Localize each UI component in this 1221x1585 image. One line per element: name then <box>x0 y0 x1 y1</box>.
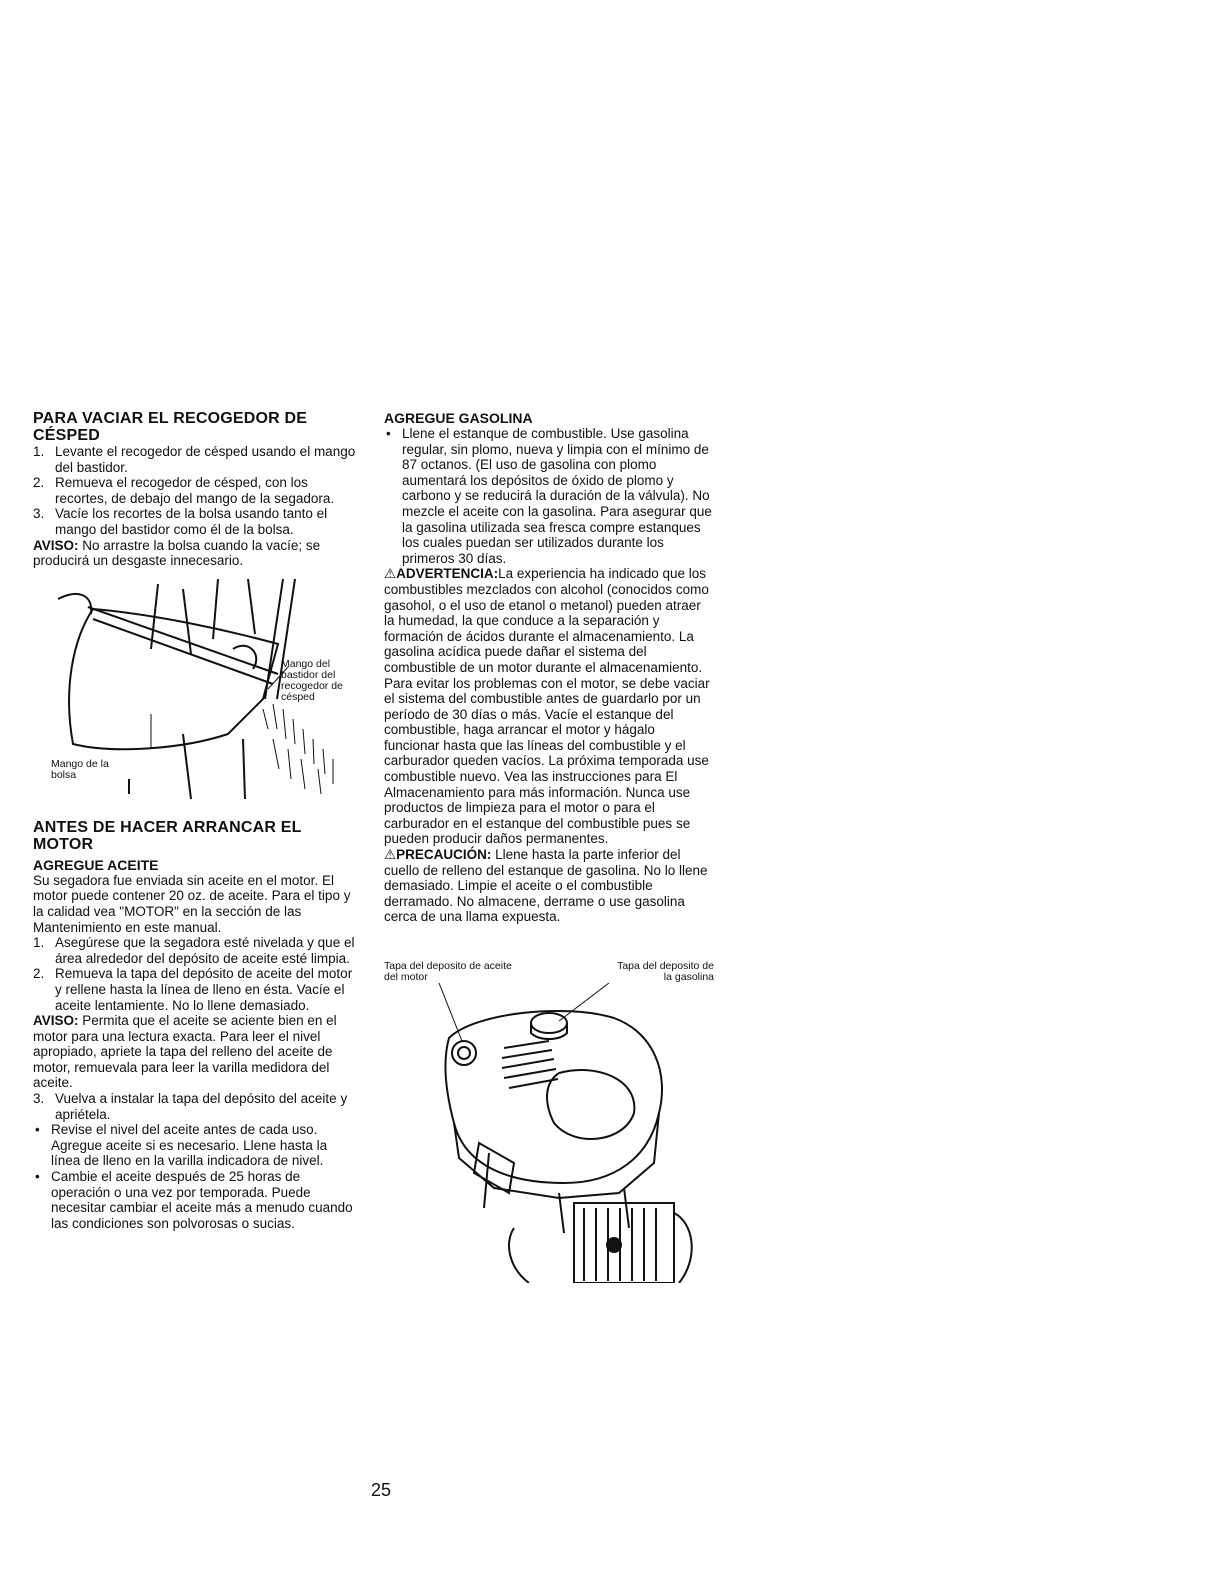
oil-step-3: 3. Vuelva a instalar la tapa del depósito del aceite y apriétela. <box>33 1091 348 1122</box>
engine-illustration <box>384 983 714 1283</box>
caution-triangle-icon: ⚠ <box>384 847 397 863</box>
gasoline-bullets <box>384 426 714 566</box>
callout-bag-handle: Mango de la bolsa <box>51 757 109 781</box>
step-3: 3. Vacíe los recortes de la bolsa usando tanto el mango del bastidor como él de la bolsa. <box>33 506 328 537</box>
warning-triangle-icon: ⚠ <box>384 566 397 582</box>
heading-empty-catcher: PARA VACIAR EL RECOGEDOR DE CÉSPED <box>33 410 308 444</box>
oil-step-1: 1. Asegúrese que la segadora esté nivelada y que el área alrededor del depósito de aceite esté limpia. <box>33 935 355 966</box>
subheading-add-oil: AGREGUE ACEITE <box>33 856 159 873</box>
engine-figure <box>384 961 714 1261</box>
oil-step-2: 2. Remueva la tapa del depósito de aceite del motor y rellene hasta la línea de lleno en ésta. Vacíe el aceite lentamiente. No lo llene demasiado. <box>33 966 353 1013</box>
bullet-fill-tank: • Llene el estanque de combustible. Use gasolina regular, sin plomo, nueva y limpia con el mínimo de 87 octanos. (El uso de gasolina con plomo aumentará los depósitos de óxido de plomo y carbono y se reducirá la duración de la válvula). No mezcle el aceite con la gasolina. Para asegurar que la gasolina utilizada sea fresca compre estanques los cuales puedan ser utilizados durante los primeros 30 días. <box>384 426 714 566</box>
oil-steps <box>33 935 358 1013</box>
oil-steps-cont <box>33 1091 358 1122</box>
grass-catcher-figure <box>33 579 358 805</box>
notice-oil-reading: AVISO: Permita que el aceite se aciente bien en el motor para una lectura exacta. Para leer el nivel apropiado, apriete la tapa del relleno del aceite de motor, remuevala para leer la varilla medidora del aceite. <box>33 1013 337 1091</box>
oil-intro: Su segadora fue enviada sin aceite en el motor. El motor puede contener 20 oz. de aceite. Para el tipo y la calidad vea "MOTOR" en la sección de las Mantenimiento en este manual. <box>33 872 351 935</box>
bullet-check-oil: • Revise el nivel del aceite antes de cada uso. Agregue aceite si es necesario. Llene hasta la línea de lleno en la varilla indicadora de nivel. <box>33 1122 358 1169</box>
bullet-change-oil: • Cambie el aceite después de 25 horas de operación o una vez por temporada. Puede necesitar cambiar el aceite más a menudo cuando las condiciones son polvorosas o sucias. <box>33 1169 358 1231</box>
step-1: 1. Levante el recogedor de césped usando el mango del bastidor. <box>33 444 356 475</box>
notice-dragging: AVISO: No arrastre la bolsa cuando la vacíe; se producirá un desgaste innecesario. <box>33 537 321 569</box>
right-column <box>384 410 714 1261</box>
callout-fuel-cap: Tapa del deposito de la gasolina <box>617 960 714 983</box>
page-number: 25 <box>370 1480 392 1500</box>
oil-bullets <box>33 1122 358 1231</box>
step-2: 2. Remueva el recogedor de césped, con los recortes, de debajo del mango de la segadora. <box>33 475 335 506</box>
callout-frame-handle: Mango del bastidor del recogedor de césped <box>281 657 343 703</box>
caution-fill-level: ⚠PRECAUCIÓN: Llene hasta la parte inferior del cuello de relleno del estanque de gasolina. No lo llene demasiado. Limpie el aceite o el combustible derramado. No almacene, derrame o use gasolina cerca de una llama expuesta. <box>384 847 708 925</box>
heading-before-starting: ANTES DE HACER ARRANCAR EL MOTOR <box>33 818 302 853</box>
left-column <box>33 410 358 1231</box>
callout-oil-cap: Tapa del deposito de aceite del motor <box>384 960 512 983</box>
empty-catcher-steps <box>33 444 358 538</box>
warning-alcohol-fuel: ⚠ADVERTENCIA:La experiencia ha indicado que los combustibles mezclados con alcohol (conocidos como gasohol, o el uso de etanol o metanol) pueden atraer la humedad, la que conduce a la separación y formación de ácidos durante el almacenamiento. La gasolina acídica puede dañar el sistema del combustible de un motor durante el almacenamiento. Para evitar los problemas con el motor, se debe vaciar el sistema del combustible antes de guardarlo por un período de 30 días o más. Vacíe el estanque del combustible, haga arrancar el motor y hágalo funcionar hasta que las líneas del combustible y el carburador queden vacíos. La próxima temporada use combustible nuevo. Vea las instrucciones para El Almacenamiento para más información. Nunca use productos de limpieza para el motor o para el carburador en el estanque del combustible pues se pueden producir daños permanentes. <box>384 566 710 847</box>
heading-add-gasoline: AGREGUE GASOLINA <box>384 410 533 426</box>
